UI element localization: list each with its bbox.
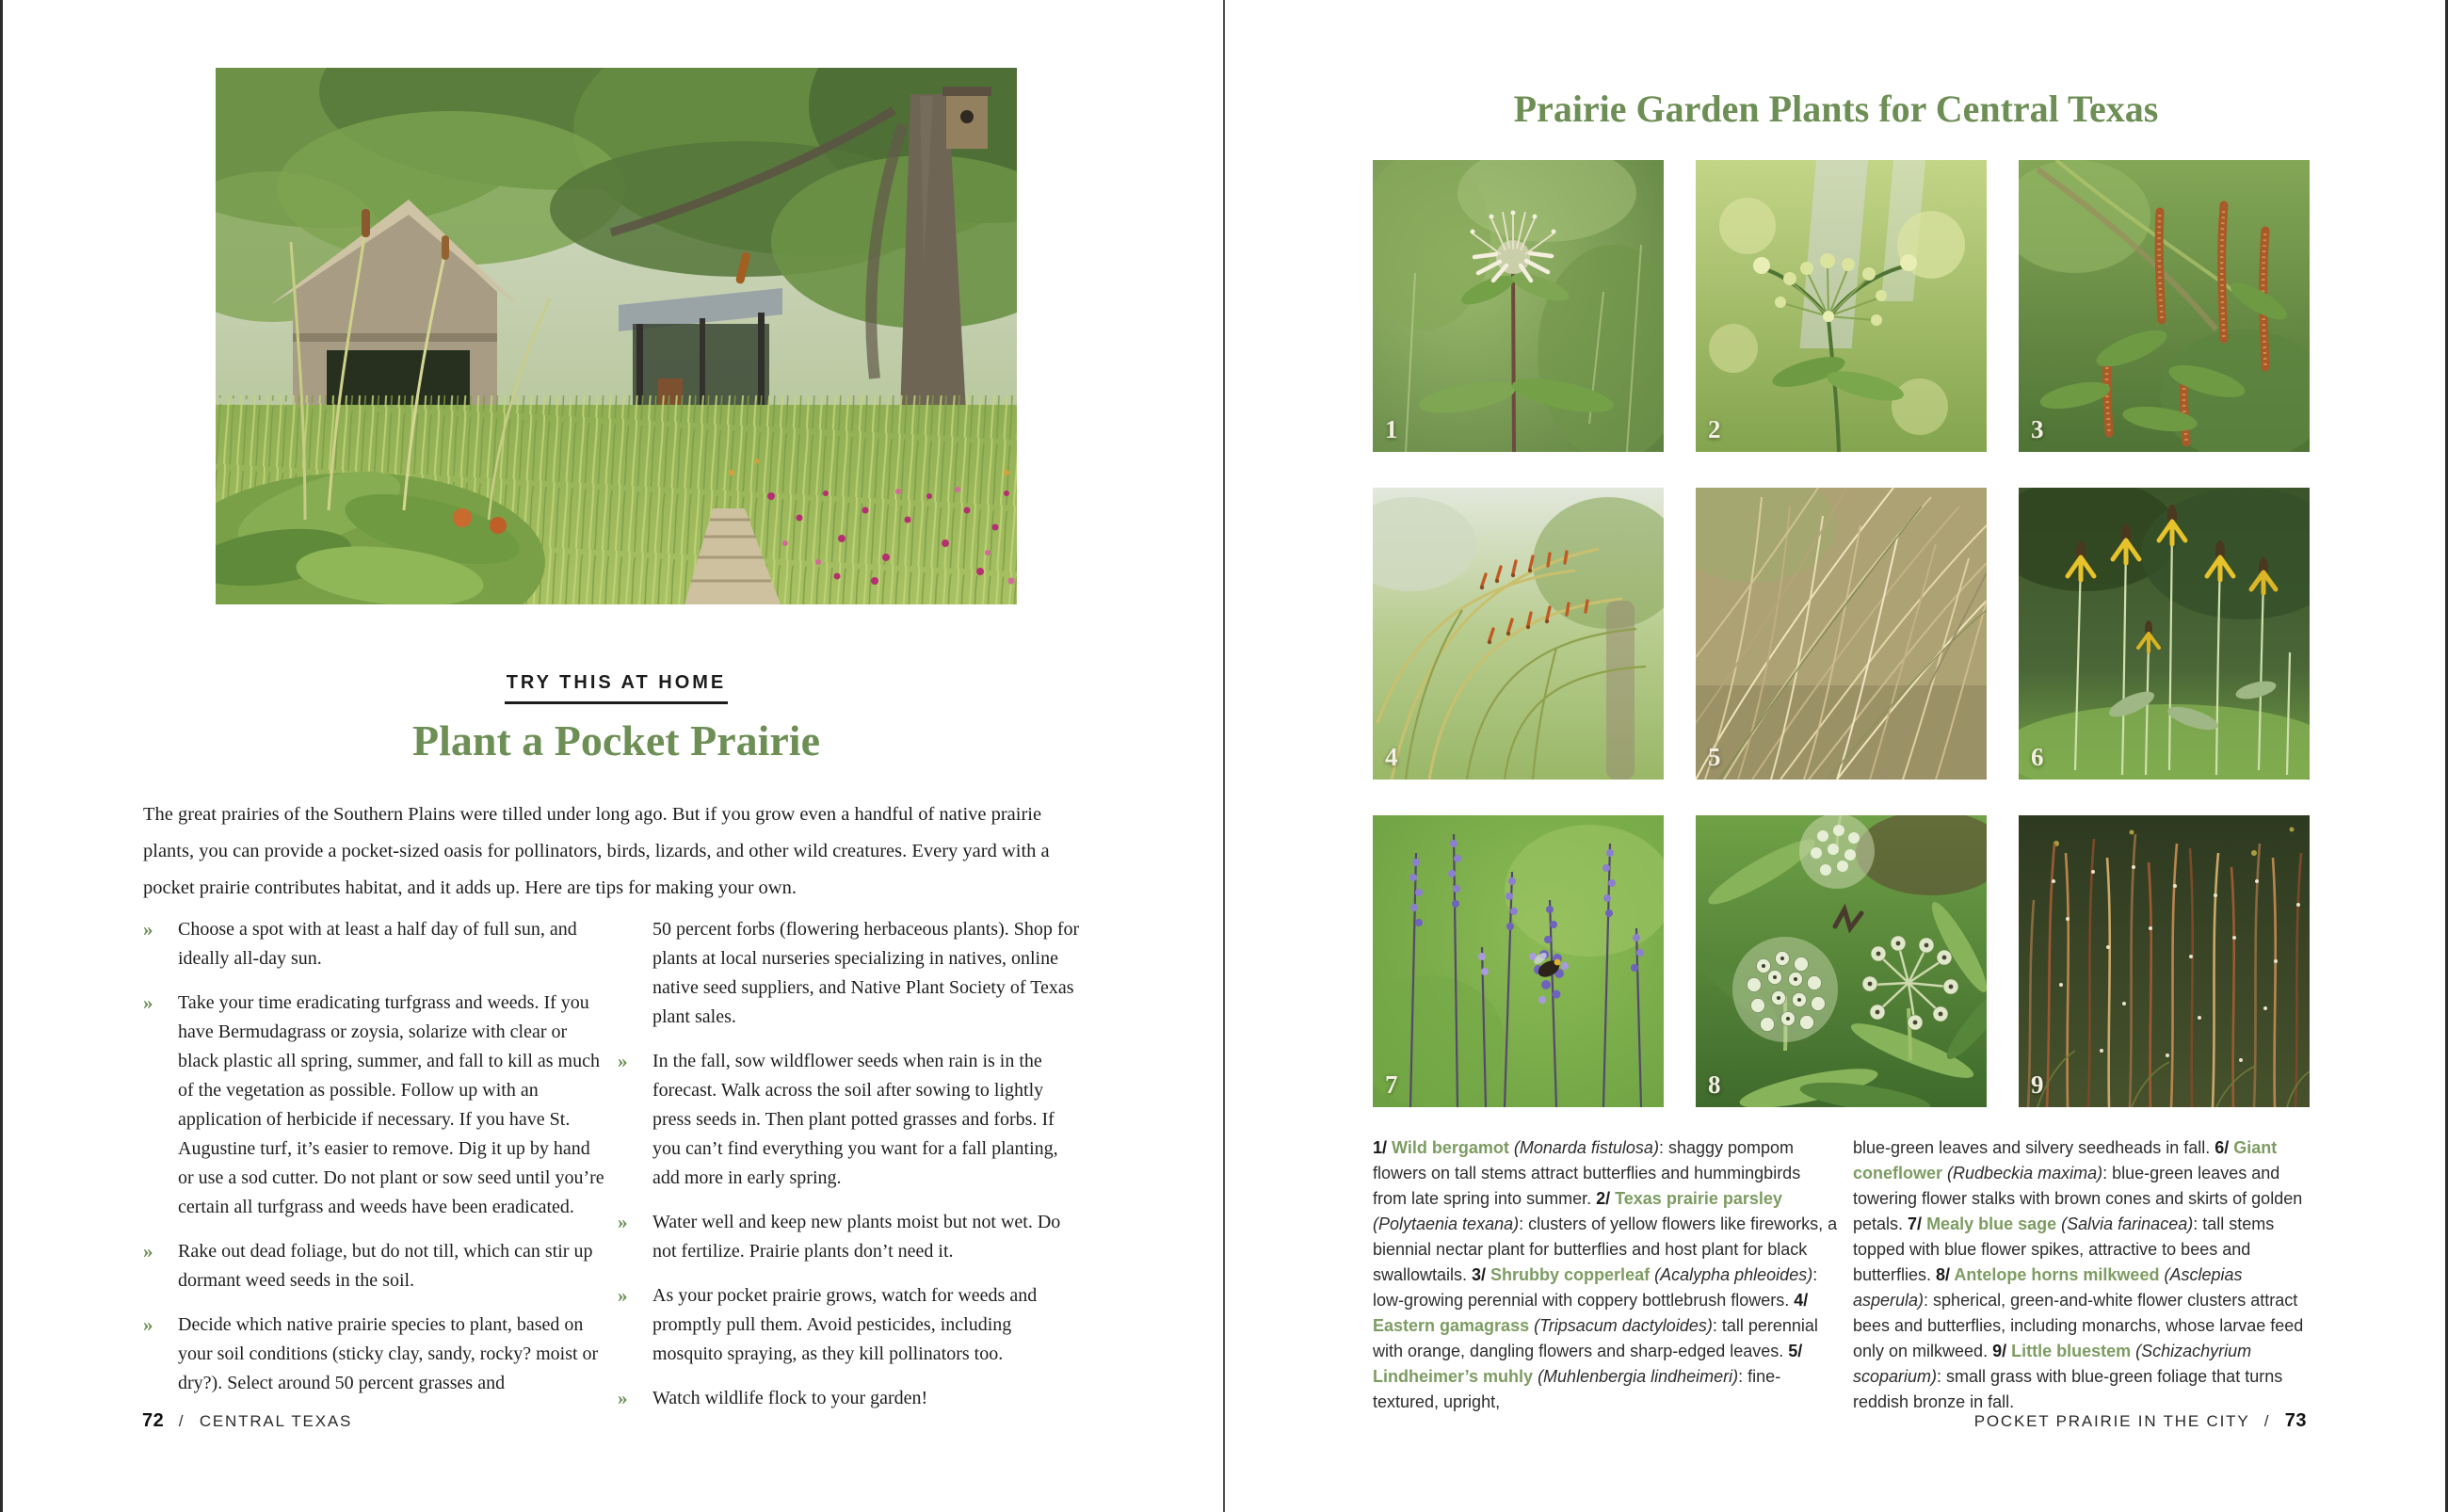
caption-segment-num: 6/ [2214,1138,2234,1157]
caption-column-2 [1853,1135,2318,1415]
caption-segment-num: 5/ [1788,1342,1803,1360]
caption-segment-plain: : fine-textured, upright, [1373,1367,1781,1411]
caption-segment-latin: (Monarda fistulosa) [1513,1138,1659,1157]
caption-segment-plain: : shaggy pompom flowers on tall stems attract butterflies and hummingbirds from late spring into summer. [1373,1138,1801,1208]
caption-column-1 [1373,1135,1838,1415]
photo-number: 3 [2031,415,2044,443]
caption-segment-latin: (Tripsacum dactyloides) [1534,1316,1713,1335]
plant-photo-3-shrubby-copperleaf [2019,160,2310,452]
caption-segment-num: 3/ [1472,1265,1491,1284]
caption-segment-plain: : tall perennial with orange, dangling flowers and sharp-edged leaves. [1373,1316,1818,1360]
tip-text: As your pocket prairie grows, watch for weeds and promptly pull them. Avoid pesticides, including mosquito spraying, as they kill pollinators too. [652,1285,1038,1364]
caption-segment-plain: : blue-green leaves and towering flower stalks with brown cones and skirts of golden petals. [1853,1164,2303,1233]
intro-paragraph: The great prairies of the Southern Plains were tilled under long ago. But if you grow even a handful of native prairie plants, you can provide a pocket-sized oasis for pollinators, birds, lizards, and other wild creatures. Every yard with a pocket prairie contributes habitat, and it adds up. Here are tips for making your own. [143,804,1050,898]
bullet-chevron-icon: » [143,1240,153,1263]
tip-text: 50 percent forbs (flowering herbaceous plants). Shop for plants at local nurseries specializing in natives, online native seed suppliers, and Native Plant Society of Texas plant sales. [652,919,1080,1027]
tip-text: Rake out dead foliage, but do not till, which can stir up dormant weed seeds in the soil. [178,1241,593,1291]
page-edge-left [0,0,3,1512]
tip-item [143,1311,608,1398]
caption-segment-name: Mealy blue sage [1926,1214,2057,1233]
photo-number: 9 [2031,1070,2044,1099]
caption-segment-plain: : clusters of yellow flowers like fireworks, a biennial nectar plant for butterflies and host plant for black swallowtails. [1373,1214,1838,1284]
caption-segment-name: Antelope horns milkweed [1954,1265,2160,1284]
photo-number: 5 [1708,743,1721,771]
bullet-chevron-icon: » [618,1050,628,1072]
caption-segment-name: Giant coneflower [1853,1138,2278,1182]
pocket-prairie-garden-photo [216,68,1017,604]
photo-number: 7 [1385,1070,1398,1099]
bullet-chevron-icon: » [143,1313,153,1336]
right-page-footer [1974,1410,2307,1432]
caption-segment-plain: : small grass with blue-green foliage that turns reddish bronze in fall. [1853,1367,2283,1411]
plant-photo-1-wild-bergamot [1373,160,1664,452]
page-number-right: 73 [2284,1410,2307,1431]
tip-text: Watch wildlife flock to your garden! [652,1388,928,1408]
tip-item [618,915,1083,1032]
right-page-title: Prairie Garden Plants for Central Texas [1513,88,2159,130]
caption-segment-num: 9/ [1992,1342,2012,1360]
tip-item [143,915,608,973]
kicker [216,672,1017,704]
bullet-chevron-icon: » [143,918,153,941]
caption-segment-latin: (Asclepias asperula) [1853,1265,2243,1310]
caption-segment-plain: : tall stems topped with blue flower spikes, attractive to bees and butterflies. [1853,1214,2275,1284]
tip-item [618,1208,1083,1266]
tip-item [618,1281,1083,1369]
bullet-chevron-icon: » [618,1211,628,1233]
photo-number: 1 [1385,415,1398,443]
photo-number: 6 [2031,743,2044,771]
caption-segment-num: 8/ [1936,1265,1955,1284]
caption-segment-latin: (Schizachyrium scoparium) [1853,1342,2252,1386]
caption-segment-name: Wild bergamot [1392,1138,1509,1157]
caption-segment-name: Eastern gamagrass [1373,1316,1530,1335]
photo-number: 4 [1385,743,1398,771]
caption-segment-latin: (Polytaenia texana) [1373,1214,1520,1233]
caption-segment-latin: (Rudbeckia maxima) [1947,1164,2103,1182]
kicker-label: TRY THIS AT HOME [505,672,729,704]
caption-segment-name: Shrubby copperleaf [1490,1265,1651,1284]
tip-item [143,1237,608,1295]
tip-text: Choose a spot with at least a half day of full sun, and ideally all-day sun. [178,919,577,969]
left-page-title: Plant a Pocket Prairie [411,716,821,764]
caption-segment-name: Lindheimer’s muhly [1373,1367,1534,1386]
caption-segment-num: 1/ [1373,1138,1393,1157]
plant-photo-5-lindheimers-muhly [1696,488,1987,780]
caption-segment-num: 2/ [1596,1189,1616,1208]
tips-column-1 [143,915,608,1413]
tips-column-2 [618,915,1083,1428]
photo-number: 2 [1708,415,1721,443]
caption-segment-plain: : low-growing perennial with coppery bottlebrush flowers. [1373,1265,1818,1310]
caption-segment-plain: : spherical, green-and-white flower clusters attract bees and butterflies, including monarchs, whose larvae feed only on milkweed. [1853,1291,2304,1360]
tip-item [618,1384,1083,1413]
footer-section-label: CENTRAL TEXAS [199,1412,353,1430]
tip-item [618,1047,1083,1193]
caption-segment-name: Little bluestem [2011,1342,2132,1360]
left-page-footer [142,1410,352,1432]
bullet-chevron-icon [618,915,652,1032]
tip-text: Water well and keep new plants moist but not wet. Do not fertilize. Prairie plants don’t need it. [652,1212,1061,1262]
page-gutter-divider [1223,0,1225,1512]
photo-number: 8 [1708,1070,1721,1099]
caption-segment-num: 7/ [1908,1214,1927,1233]
page-number-left: 72 [142,1410,165,1431]
plant-photo-8-antelope-horns-milkweed [1696,815,1987,1107]
caption-segment-plain: blue-green leaves and silvery seedheads in fall. [1853,1138,2215,1157]
caption-segment-latin: (Salvia farinacea) [2061,1214,2194,1233]
tip-text: In the fall, sow wildflower seeds when rain is in the forecast. Walk across the soil after sowing to lightly press seeds in. Then plant potted grasses and forbs. If you can’t find everything you want for a fall planting, add more in early spring. [652,1051,1058,1188]
footer-section-label: POCKET PRAIRIE IN THE CITY [1973,1412,2250,1430]
plant-photo-7-mealy-blue-sage [1373,815,1664,1107]
plant-photo-6-giant-coneflower [2019,488,2310,780]
caption-segment-latin: (Muhlenbergia lindheimeri) [1538,1367,1739,1386]
tip-item [143,989,608,1222]
bullet-chevron-icon: » [618,1284,628,1307]
tip-text: Decide which native prairie species to plant, based on your soil conditions (sticky clay, sandy, rocky? moist or dry?). Select around 50 percent grasses and [178,1314,599,1393]
plant-photo-4-eastern-gamagrass [1373,488,1664,780]
caption-segment-name: Texas prairie parsley [1615,1189,1782,1208]
bullet-chevron-icon: » [143,991,153,1014]
caption-segment-num: 4/ [1794,1291,1809,1310]
footer-separator: / [2263,1412,2271,1430]
footer-separator: / [178,1412,185,1430]
bullet-chevron-icon: » [618,1387,628,1409]
tip-text: Take your time eradicating turfgrass and weeds. If you have Bermudagrass or zoysia, solarize with clear or black plastic all spring, summer, and fall to kill as much of the vegetation as possible. Follow up with an application of herbicide if necessary. If you have St. Augustine turf, it’s easier to remove. Dig it up by hand or use a sod cutter. Do not plant or sow seed until you’re certain all turfgrass and weeds have been eradicated. [178,992,604,1217]
plant-photo-9-little-bluestem [2019,815,2310,1107]
plant-photo-2-texas-prairie-parsley [1696,160,1987,452]
caption-segment-latin: (Acalypha phleoides) [1654,1265,1813,1284]
